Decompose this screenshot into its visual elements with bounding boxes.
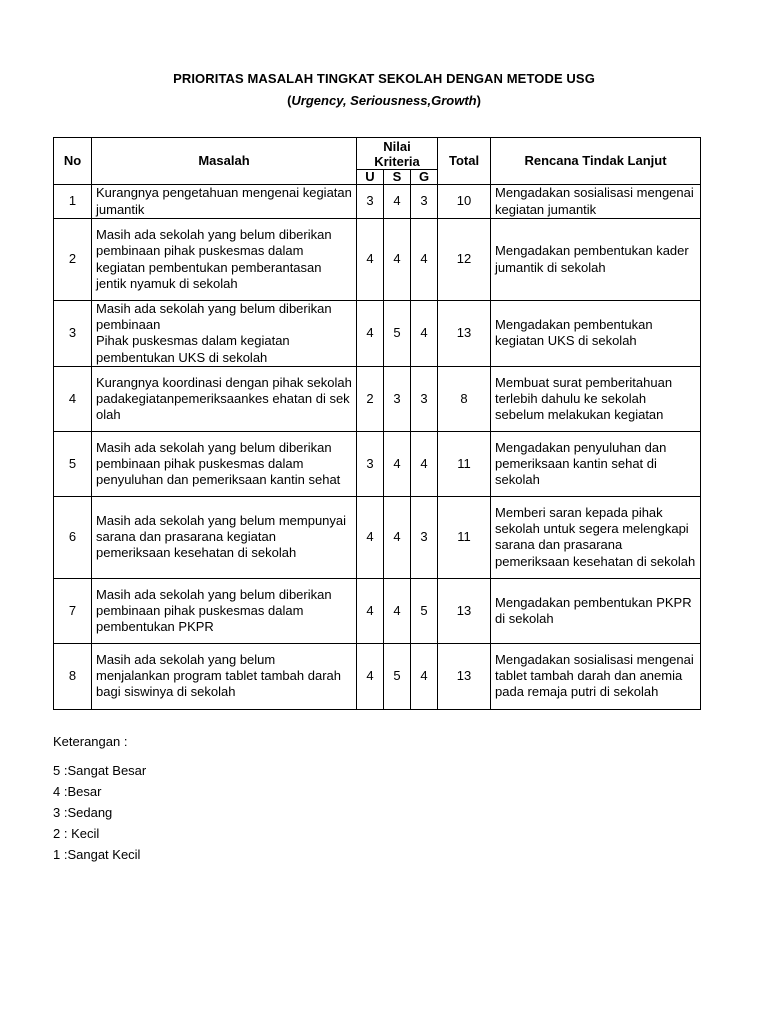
cell-g: 3 xyxy=(411,366,438,431)
cell-s: 4 xyxy=(384,578,411,643)
header-rencana-tindak-lanjut: Rencana Tindak Lanjut xyxy=(491,138,701,185)
keterangan-item: 1 :Sangat Kecil xyxy=(53,847,141,862)
cell-rencana: Mengadakan pembentukan kegiatan UKS di sekolah xyxy=(491,301,701,367)
cell-no: 2 xyxy=(54,219,92,301)
cell-masalah: Kurangnya koordinasi dengan pihak sekolahpadakegiatanpemeriksaankes ehatan di sekolah xyxy=(92,366,357,431)
cell-no: 3 xyxy=(54,301,92,367)
cell-no: 8 xyxy=(54,643,92,709)
subtitle-close-paren: ) xyxy=(476,93,481,108)
cell-masalah: Kurangnya pengetahuan mengenai kegiatan jumantik xyxy=(92,185,357,219)
cell-rencana: Mengadakan sosialisasi mengenai tablet tambah darah dan anemia pada remaja putri di sekolah xyxy=(491,643,701,709)
keterangan-legend xyxy=(53,734,146,865)
cell-u: 3 xyxy=(357,431,384,496)
cell-rencana: Mengadakan sosialisasi mengenai kegiatan jumantik xyxy=(491,185,701,219)
keterangan-item: 2 : Kecil xyxy=(53,826,100,841)
cell-total: 13 xyxy=(438,578,491,643)
cell-rencana: Memberi saran kepada pihak sekolah untuk segera melengkapi sarana dan prasarana pemeriksaan kesehatan di sekolah xyxy=(491,496,701,578)
cell-s: 5 xyxy=(384,643,411,709)
cell-s: 5 xyxy=(384,301,411,367)
cell-u: 4 xyxy=(357,643,384,709)
header-total: Total xyxy=(438,138,491,185)
cell-g: 4 xyxy=(411,431,438,496)
keterangan-heading: Keterangan : xyxy=(53,734,128,749)
cell-total: 8 xyxy=(438,366,491,431)
cell-u: 4 xyxy=(357,219,384,301)
cell-no: 7 xyxy=(54,578,92,643)
header-g: G xyxy=(411,170,438,185)
table-row xyxy=(54,301,701,367)
cell-masalah: Masih ada sekolah yang belum diberikan pembinaan Pihak puskesmas dalam kegiatan pembentukan UKS di sekolah xyxy=(92,301,357,367)
cell-g: 3 xyxy=(411,185,438,219)
keterangan-item: 5 :Sangat Besar xyxy=(53,763,147,778)
cell-masalah: Masih ada sekolah yang belum diberikan pembinaan pihak puskesmas dalam kegiatan pembentukan pemberantasan jentik nyamuk di sekolah xyxy=(92,219,357,301)
cell-no: 6 xyxy=(54,496,92,578)
keterangan-item: 4 :Besar xyxy=(53,784,102,799)
cell-total: 11 xyxy=(438,431,491,496)
cell-u: 2 xyxy=(357,366,384,431)
table-row xyxy=(54,219,701,301)
cell-total: 13 xyxy=(438,643,491,709)
subtitle-method-name: Urgency, Seriousness,Growth xyxy=(291,93,477,108)
cell-g: 4 xyxy=(411,643,438,709)
table-row xyxy=(54,578,701,643)
cell-total: 12 xyxy=(438,219,491,301)
cell-masalah: Masih ada sekolah yang belum menjalankan program tablet tambah darah bagi siswinya di sekolah xyxy=(92,643,357,709)
table-row xyxy=(54,185,701,219)
cell-no: 1 xyxy=(54,185,92,219)
cell-g: 4 xyxy=(411,219,438,301)
header-u: U xyxy=(357,170,384,185)
table-header-row xyxy=(54,138,701,170)
cell-g: 4 xyxy=(411,301,438,367)
header-masalah: Masalah xyxy=(92,138,357,185)
cell-u: 4 xyxy=(357,496,384,578)
cell-masalah: Masih ada sekolah yang belum diberikan pembinaan pihak puskesmas dalam penyuluhan dan pemeriksaan kantin sehat xyxy=(92,431,357,496)
cell-s: 4 xyxy=(384,431,411,496)
table-row xyxy=(54,496,701,578)
cell-total: 10 xyxy=(438,185,491,219)
header-no: No xyxy=(54,138,92,185)
cell-s: 4 xyxy=(384,496,411,578)
cell-rencana: Mengadakan pembentukan kader jumantik di sekolah xyxy=(491,219,701,301)
cell-total: 13 xyxy=(438,301,491,367)
cell-masalah: Masih ada sekolah yang belum diberikan pembinaan pihak puskesmas dalam pembentukan PKPR xyxy=(92,578,357,643)
cell-u: 3 xyxy=(357,185,384,219)
cell-u: 4 xyxy=(357,578,384,643)
cell-total: 11 xyxy=(438,496,491,578)
cell-g: 5 xyxy=(411,578,438,643)
table-row xyxy=(54,431,701,496)
cell-masalah: Masih ada sekolah yang belum mempunyai sarana dan prasarana kegiatan pemeriksaan kesehatan di sekolah xyxy=(92,496,357,578)
cell-s: 4 xyxy=(384,185,411,219)
usg-priority-table xyxy=(53,137,701,710)
document-title: PRIORITAS MASALAH TINGKAT SEKOLAH DENGAN METODE USG xyxy=(173,71,595,86)
keterangan-item: 3 :Sedang xyxy=(53,805,113,820)
cell-no: 4 xyxy=(54,366,92,431)
cell-s: 4 xyxy=(384,219,411,301)
cell-no: 5 xyxy=(54,431,92,496)
header-s: S xyxy=(384,170,411,185)
document-subtitle xyxy=(0,93,768,108)
table-row xyxy=(54,643,701,709)
subtitle-open-paren: ( xyxy=(287,93,292,108)
cell-rencana: Mengadakan pembentukan PKPR di sekolah xyxy=(491,578,701,643)
header-nilai-kriteria: Nilai Kriteria xyxy=(357,138,438,170)
cell-rencana: Membuat surat pemberitahuan terlebih dahulu ke sekolah sebelum melakukan kegiatan xyxy=(491,366,701,431)
cell-u: 4 xyxy=(357,301,384,367)
cell-g: 3 xyxy=(411,496,438,578)
cell-rencana: Mengadakan penyuluhan dan pemeriksaan kantin sehat di sekolah xyxy=(491,431,701,496)
table-row xyxy=(54,366,701,431)
cell-s: 3 xyxy=(384,366,411,431)
